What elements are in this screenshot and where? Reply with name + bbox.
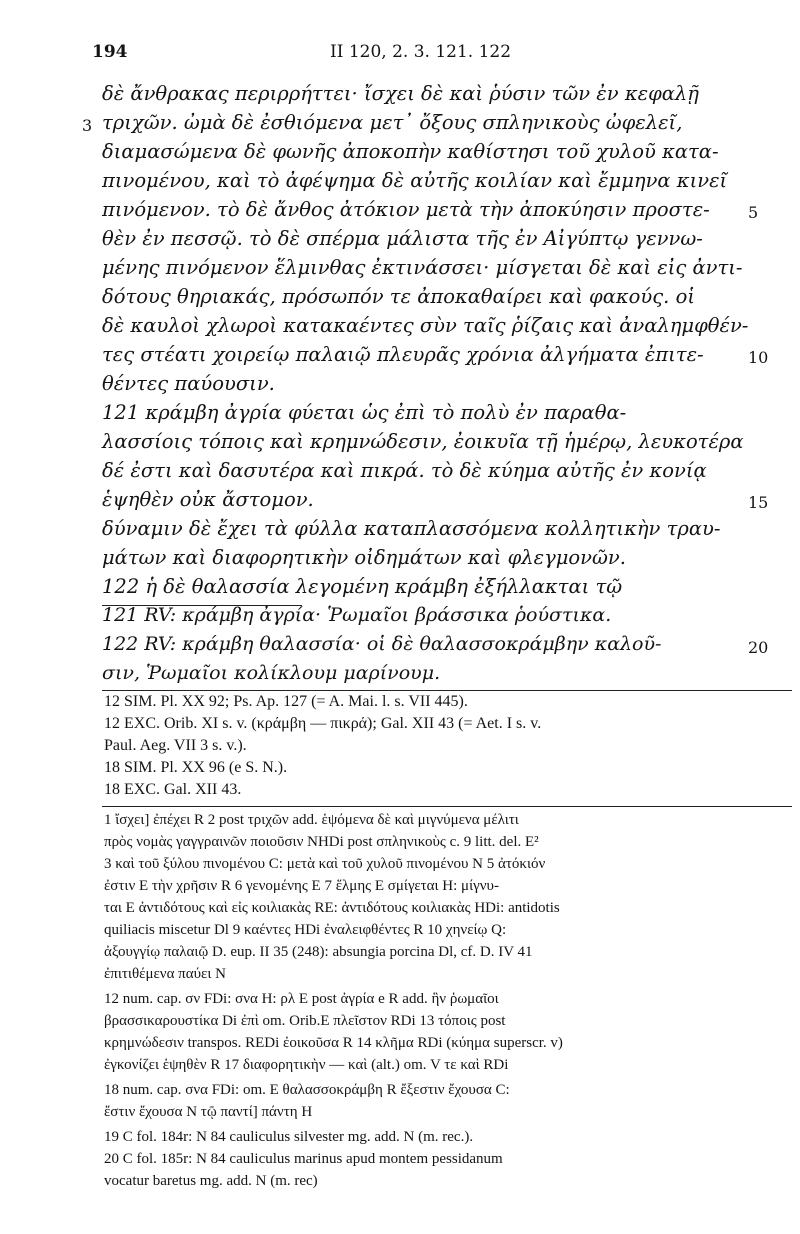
line-number: 15 [748,493,769,512]
critical-apparatus-line: ἔστιν ἔχουσα N τῷ παντί] πάντη H [104,1104,313,1120]
main-text-line: μένης πινόμενον ἕλμινθας ἐκτινάσσει· μίσγεται δὲ καὶ εἰς ἀντι- [102,256,743,279]
critical-apparatus-line: quiliacis miscetur Dl 9 καέντες HDi ἐναλειφθέντες R 10 χηνείῳ Q: [104,922,507,938]
line-number: 10 [748,348,769,367]
critical-apparatus-line: 12 num. cap. σν FDi: σνα H: ρλ E post ἀγρία e R add. ἣν ῥωμαῖοι [104,991,499,1007]
running-title: II 120, 2. 3. 121. 122 [330,42,512,62]
page-number: 194 [92,42,128,62]
main-text-line: ἑψηθὲν οὐκ ἄστομον. [102,488,314,511]
main-text-line: διαμασώμενα δὲ φωνῆς ἀποκοπὴν καθίστησι τοῦ χυλοῦ κατα- [102,140,719,163]
critical-apparatus-line: 18 num. cap. σνα FDi: om. E θαλασσοκράμβη R ἔξεστιν ἔχουσα C: [104,1082,510,1098]
critical-apparatus-line: ἐγκονίζει ἑψηθὲν R 17 διαφορητικὴν — καὶ (alt.) om. V τε καὶ RDi [104,1057,509,1073]
main-text-line: λασσίοις τόποις καὶ κρημνώδεσιν, ἐοικυῖα τῇ ἡμέρῳ, λευκοτέρα [102,430,744,453]
source-apparatus-line: 18 EXC. Gal. XII 43. [104,781,242,798]
line-number: 3 [82,116,93,135]
line-number: 5 [748,203,759,222]
main-text-line: 122 ἡ δὲ θαλασσία λεγομένη κράμβη ἐξήλλακται τῷ [102,575,623,598]
main-text-line: θέντες παύουσιν. [102,372,275,395]
critical-apparatus-line: ἀξουγγίῳ παλαιῷ D. eup. II 35 (248): absungia porcina Dl, cf. D. IV 41 [104,944,533,960]
source-apparatus-line: 12 SIM. Pl. XX 92; Ps. Ap. 127 (= A. Mai. l. s. VII 445). [104,693,468,710]
source-apparatus-line: 18 SIM. Pl. XX 96 (e S. N.). [104,759,288,776]
critical-apparatus-line: 19 C fol. 184r: N 84 cauliculus silvester mg. add. N (m. rec.). [104,1129,474,1145]
critical-apparatus-line: vocatur baretus mg. add. N (m. rec) [104,1173,318,1189]
critical-apparatus-line: πρὸς νομὰς γαγγραινῶν ποιοῦσιν NHDi post σπληνικοὺς c. 9 litt. del. E² [104,834,539,850]
main-text-line: δότους θηριακάς, πρόσωπόν τε ἀποκαθαίρει καὶ φακούς. οἱ [102,285,695,308]
main-text-line: δὲ καυλοὶ χλωροὶ κατακαέντες σὺν ταῖς ῥίζαις καὶ ἀναλημφθέν- [102,314,749,337]
source-apparatus-line: Paul. Aeg. VII 3 s. v.). [104,737,247,754]
main-text-line: δύναμιν δὲ ἔχει τὰ φύλλα καταπλασσόμενα κολλητικὴν τραυ- [102,517,721,540]
critical-apparatus-line: 1 ἴσχει] ἐπέχει R 2 post τριχῶν add. ἑψόμενα δὲ καὶ μιγνύμενα μέλιτι [104,812,519,828]
main-text-line: θὲν ἐν πεσσῷ. τὸ δὲ σπέρμα μάλιστα τῆς ἐν Αἰγύπτῳ γεννω- [102,227,703,250]
separator-rule [102,806,792,807]
main-text-line: μάτων καὶ διαφορητικὴν οἰδημάτων καὶ φλεγμονῶν. [102,546,626,569]
line-number: 20 [748,638,769,657]
main-text-line: πινομένου, καὶ τὸ ἀφέψημα δὲ αὐτῆς κοιλίαν καὶ ἔμμηνα κινεῖ [102,169,728,192]
main-text-line: 121 κράμβη ἀγρία φύεται ὡς ἐπὶ τὸ πολὺ ἐν παραθα- [102,401,627,424]
rv-apparatus-line: 121 RV: κράμβη ἀγρία· Ῥωμαῖοι βράσσικα ῥούστικα. [102,604,612,626]
critical-apparatus-line: ἐπιτιθέμενα παύει N [104,966,226,982]
critical-apparatus-line: ται E ἀντιδότους καὶ εἰς κοιλιακὰς RE: ἀντιδότους κοιλιακὰς HDi: antidotis [104,900,560,916]
main-text-line: τριχῶν. ὠμὰ δὲ ἐσθιόμενα μετ᾽ ὄξους σπληνικοὺς ὠφελεῖ, [102,111,683,134]
rv-apparatus-line: 122 RV: κράμβη θαλασσία· οἱ δὲ θαλασσοκράμβην καλοῦ- [102,633,662,655]
critical-apparatus-line: 20 C fol. 185r: N 84 cauliculus marinus apud montem pessidanum [104,1151,503,1167]
source-apparatus-line: 12 EXC. Orib. XI s. v. (κράμβη — πικρά); Gal. XII 43 (= Aet. I s. v. [104,715,542,732]
main-text-line: δὲ ἄνθρακας περιρρήττει· ἴσχει δὲ καὶ ῥύσιν τῶν ἐν κεφαλῇ [102,82,699,105]
critical-apparatus-line: 3 καὶ τοῦ ξύλου πινομένου C: μετὰ καὶ τοῦ χυλοῦ πινομένου N 5 ἀτόκιόν [104,856,546,872]
main-text-line: δέ ἐστι καὶ δασυτέρα καὶ πικρά. τὸ δὲ κύημα αὐτῆς ἐν κονίᾳ [102,459,707,482]
main-text-line: τες στέατι χοιρείῳ παλαιῷ πλευρᾶς χρόνια ἀλγήματα ἐπιτε- [102,343,704,366]
separator-rule [102,690,792,691]
main-text-line: πινόμενον. τὸ δὲ ἄνθος ἀτόκιον μετὰ τὴν ἀποκύησιν προστε- [102,198,710,221]
critical-apparatus-line: κρημνώδεσιν transpos. REDi ἐοικοῦσα R 14 κλῆμα RDi (κύημα superscr. v) [104,1035,563,1051]
critical-apparatus-line: βρασσικαρουστίκα Di ἐπὶ om. Orib.E πλεῖστον RDi 13 τόποις post [104,1013,506,1029]
rv-apparatus-line: σιν, Ῥωμαῖοι κολίκλουμ μαρίνουμ. [102,662,441,684]
critical-apparatus-line: ἐστιν E τὴν χρῆσιν R 6 γενομένης E 7 ἕλμης E σμίγεται H: μίγνυ- [104,878,499,894]
